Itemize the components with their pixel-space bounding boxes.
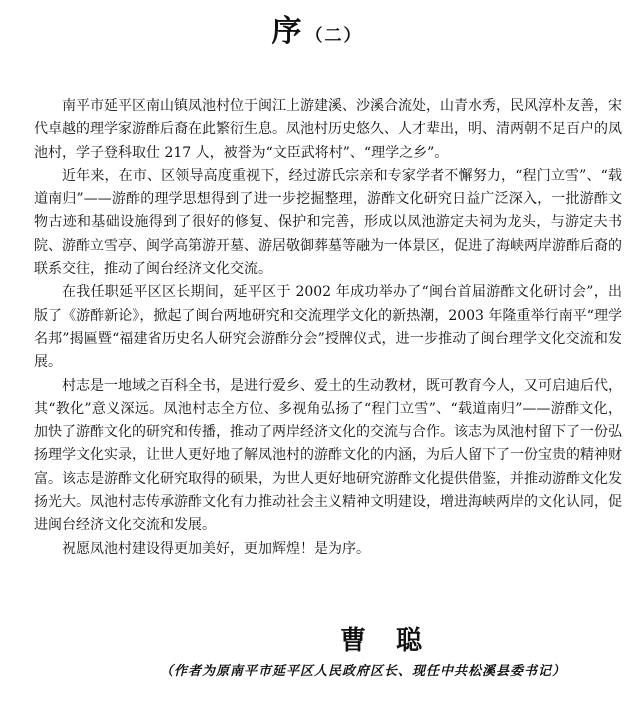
paragraph-1: 南平市延平区南山镇凤池村位于闽江上游建溪、沙溪合流处，山青水秀，民风淳朴友善，宋代卓越的理学家游酢后裔在此繁衍生息。凤池村历史悠久、人才辈出，明、清两朝不足百户的凤池村，学子登科取仕 217 人，被誉为“文臣武将村”、“理学之乡”。 (34, 98, 622, 161)
page-title (0, 6, 634, 50)
paragraph-5: 祝愿凤池村建设得更加美好，更加辉煌！是为序。 (62, 540, 370, 557)
paragraph-3: 在我任职延平区区长期间，延平区于 2002 年成功举办了“闽台首届游酢文化研讨会”，出版了《游酢新论》，掀起了闽台两地研究和交流理学文化的新热潮，2003 年隆重举行南平“理学名邦”揭匾暨“福建省历史名人研究会游酢分会”授牌仪式，进一步推动了闽台理学文化交流和发展。 (34, 284, 622, 371)
author-name: 曹聪 (340, 626, 453, 656)
title-main: 序 (271, 14, 304, 49)
preface-body (34, 95, 622, 561)
title-sub: （二） (305, 26, 363, 46)
author-note: （作者为原南平市延平区人民政府区长、现任中共松溪县委书记） (160, 664, 567, 679)
paragraph-4: 村志是一地域之百科全书，是进行爱乡、爱土的生动教材，既可教育今人，又可启迪后代，其“教化”意义深远。凤池村志全方位、多视角弘扬了“程门立雪”、“载道南归”——游酢文化，加快了游酢文化的研究和传播，推动了两岸经济文化的交流与合作。该志为凤池村留下了一份弘扬理学文化实录，让世人更好地了解凤池村的游酢文化的内涵，为后人留下了一份宝贵的精神财富。该志是游酢文化研究取得的硕果，为世人更好地研究游酢文化提供借鉴，并推动游酢文化发扬光大。凤池村志传承游酢文化有力推动社会主义精神文明建设，增进海峡两岸的文化认同，促进闽台经济文化交流和发展。 (34, 377, 622, 534)
paragraph-2: 近年来，在市、区领导高度重视下，经过游氏宗亲和专家学者不懈努力，“程门立雪”、“载道南归”——游酢的理学思想得到了进一步挖掘整理，游酢文化研究日益广泛深入，一批游酢文物古迹和基础设施得到了很好的修复、保护和完善，形成以凤池游定夫祠为龙头，与游定夫书院、游酢立雪亭、闽学高第游开墓、游居敬御葬墓等融为一体景区，促进了海峡两岸游酢后裔的联系交往，推动了闽台经济文化交流。 (34, 167, 622, 278)
